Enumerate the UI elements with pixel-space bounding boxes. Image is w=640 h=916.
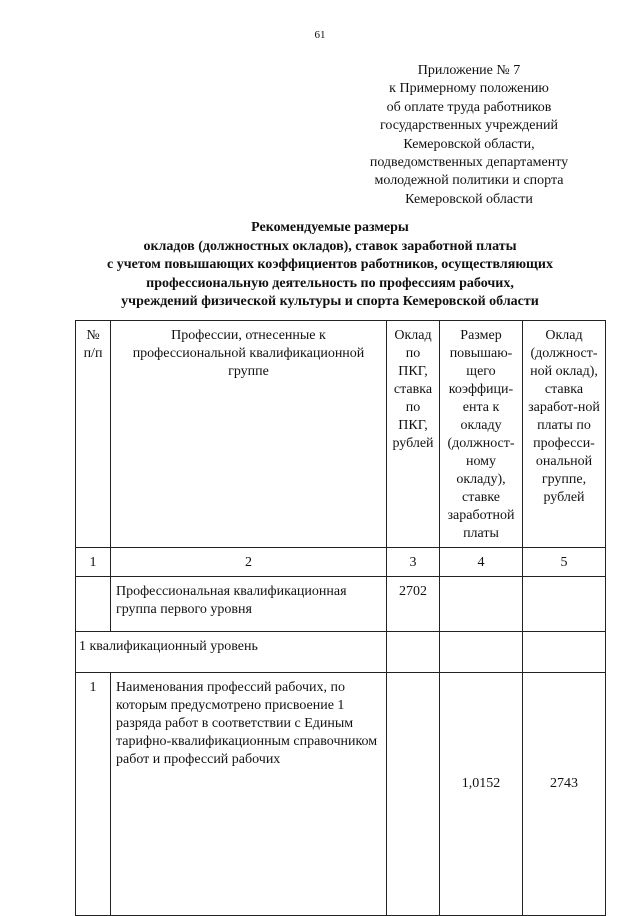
item-name: Наименования профессий рабочих, по которым предусмотрено присвоение 1 разряда работ в соответствии с Единым тарифно-квалификационным справочником работ и профессий рабочих — [111, 673, 387, 916]
salary-table — [75, 320, 606, 916]
page-number: 61 — [314, 29, 326, 41]
heading-line: профессиональную деятельность по профессиям рабочих, — [146, 275, 514, 291]
header-coefficient: Размер повышаю-щего коэффици-ента к окладу (должност-ному окладу), ставке заработной платы — [440, 321, 523, 548]
empty-cell — [523, 577, 606, 632]
empty-cell — [76, 577, 111, 632]
column-number-row — [76, 548, 606, 577]
column-number: 1 — [76, 548, 111, 577]
column-number: 3 — [387, 548, 440, 577]
appendix-line: об оплате труда работников — [386, 99, 552, 115]
column-number: 4 — [440, 548, 523, 577]
table-row — [76, 632, 606, 673]
item-number: 1 — [76, 673, 111, 916]
heading-line: окладов (должностных окладов), ставок заработной платы — [143, 238, 517, 254]
table-row — [76, 673, 606, 916]
qualification-level: 1 квалификационный уровень — [76, 632, 387, 673]
empty-cell — [440, 577, 523, 632]
item-coefficient: 1,0152 — [440, 673, 523, 916]
column-number: 5 — [523, 548, 606, 577]
appendix-block — [340, 62, 598, 209]
empty-cell — [387, 632, 440, 673]
pkg-name: Профессиональная квалификационная группа первого уровня — [111, 577, 387, 632]
appendix-line: государственных учреждений — [380, 118, 558, 134]
pkg-salary: 2702 — [387, 577, 440, 632]
heading-line: с учетом повышающих коэффициентов работников, осуществляющих — [107, 257, 553, 273]
heading-line: Рекомендуемые размеры — [251, 220, 409, 235]
header-number: № п/п — [76, 321, 111, 548]
appendix-line: Приложение № 7 — [417, 63, 521, 78]
column-number: 2 — [111, 548, 387, 577]
empty-cell — [387, 673, 440, 916]
appendix-line: молодежной политики и спорта — [374, 173, 564, 189]
appendix-line: Кемеровской области, — [403, 136, 535, 152]
empty-cell — [440, 632, 523, 673]
header-base-salary: Оклад по ПКГ, ставка по ПКГ, рублей — [387, 321, 440, 548]
appendix-line: подведомственных департаменту — [369, 155, 569, 171]
appendix-line: к Примерному положению — [389, 81, 549, 97]
item-salary: 2743 — [523, 673, 606, 916]
table-row — [76, 577, 606, 632]
header-profession: Профессии, отнесенные к профессиональной квалификационной группе — [111, 321, 387, 548]
table-header-row — [76, 321, 606, 548]
appendix-line: Кемеровской области — [405, 191, 533, 207]
empty-cell — [523, 632, 606, 673]
document-heading — [40, 219, 620, 312]
heading-line: учреждений физической культуры и спорта Кемеровской области — [121, 294, 539, 310]
header-final-salary: Оклад (должност-ной оклад), ставка заработ-ной платы по професси-ональной группе, рублей — [523, 321, 606, 548]
